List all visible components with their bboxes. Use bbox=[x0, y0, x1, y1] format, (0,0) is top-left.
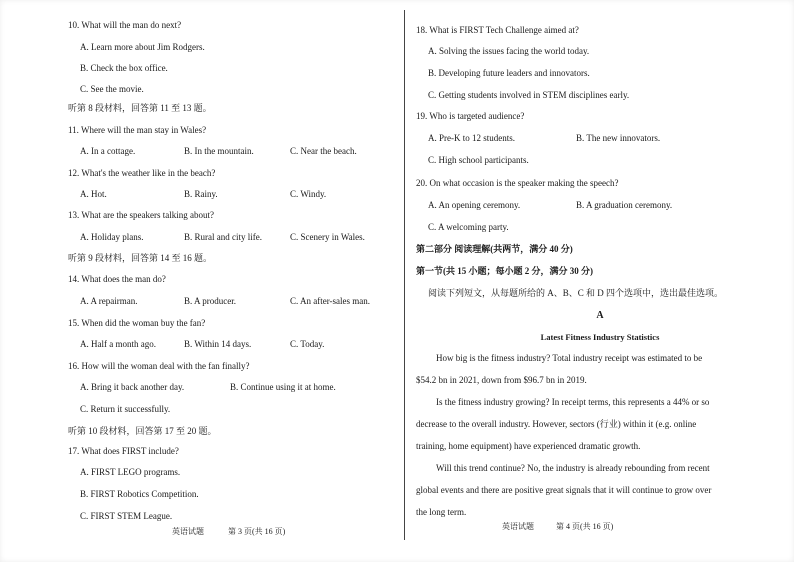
q10-option-c: C. See the movie. bbox=[80, 84, 144, 94]
q16-option-c: C. Return it successfully. bbox=[80, 404, 171, 414]
part-two-heading: 第二部分 阅读理解(共两节，满分 40 分) bbox=[416, 244, 573, 254]
instruction-9: 听第 9 段材料，回答第 14 至 16 题。 bbox=[68, 253, 213, 263]
q14-option-a: A. A repairman. bbox=[80, 296, 138, 306]
q18-question: 18. What is FIRST Tech Challenge aimed at? bbox=[416, 25, 579, 35]
q13-option-a: A. Holiday plans. bbox=[80, 232, 144, 242]
q10-option-a: A. Learn more about Jim Rodgers. bbox=[80, 42, 205, 52]
q16-question: 16. How will the woman deal with the fan finally? bbox=[68, 361, 250, 371]
q19-option-c: C. High school participants. bbox=[428, 155, 529, 165]
right-page bbox=[406, 0, 794, 562]
q11-option-c: C. Near the beach. bbox=[290, 146, 357, 156]
q16-option-b: B. Continue using it at home. bbox=[230, 382, 336, 392]
right-footer-page: 第 4 页(共 16 页) bbox=[556, 522, 614, 531]
q19-option-a: A. Pre-K to 12 students. bbox=[428, 133, 515, 143]
left-footer-page: 第 3 页(共 16 页) bbox=[228, 527, 286, 536]
reading-instruction: 阅读下列短文，从每题所给的 A、B、C 和 D 四个选项中，选出最佳选项。 bbox=[428, 288, 724, 298]
q18-option-b: B. Developing future leaders and innovators. bbox=[428, 68, 590, 78]
q18-option-c: C. Getting students involved in STEM disciplines early. bbox=[428, 90, 630, 100]
q20-option-a: A. An opening ceremony. bbox=[428, 200, 521, 210]
q19-option-b: B. The new innovators. bbox=[576, 133, 661, 143]
p1-line1: How big is the fitness industry? Total industry receipt was estimated to be bbox=[436, 353, 703, 363]
q15-question: 15. When did the woman buy the fan? bbox=[68, 318, 206, 328]
q12-option-a: A. Hot. bbox=[80, 189, 107, 199]
q11-option-a: A. In a cottage. bbox=[80, 146, 136, 156]
q14-option-c: C. An after-sales man. bbox=[290, 296, 371, 306]
q13-option-b: B. Rural and city life. bbox=[184, 232, 262, 242]
q20-option-b: B. A graduation ceremony. bbox=[576, 200, 673, 210]
q17-option-c: C. FIRST STEM League. bbox=[80, 511, 173, 521]
section-one-heading: 第一节(共 15 小题；每小题 2 分，满分 30 分) bbox=[416, 266, 593, 276]
q10-option-b: B. Check the box office. bbox=[80, 63, 168, 73]
p3-line2: global events and there are positive great signals that it will continue to grow over bbox=[416, 485, 712, 495]
right-footer-subject: 英语试题 bbox=[502, 522, 534, 531]
q14-option-b: B. A producer. bbox=[184, 296, 236, 306]
q19-question: 19. Who is targeted audience? bbox=[416, 111, 525, 121]
p2-line3: training, home equipment) have experienced dramatic growth. bbox=[416, 441, 641, 451]
q17-option-b: B. FIRST Robotics Competition. bbox=[80, 489, 199, 499]
q12-option-c: C. Windy. bbox=[290, 189, 327, 199]
q15-option-b: B. Within 14 days. bbox=[184, 339, 252, 349]
q16-option-a: A. Bring it back another day. bbox=[80, 382, 185, 392]
q18-option-a: A. Solving the issues facing the world today. bbox=[428, 46, 590, 56]
q20-question: 20. On what occasion is the speaker making the speech? bbox=[416, 178, 619, 188]
left-footer-subject: 英语试题 bbox=[172, 527, 204, 536]
p2-line1: Is the fitness industry growing? In receipt terms, this represents a 44% or so bbox=[436, 397, 710, 407]
p2-line2: decrease to the overall industry. However, sectors (行业) within it (e.g. online bbox=[416, 419, 697, 429]
p1-line2: $54.2 bn in 2021, down from $96.7 bn in 2019. bbox=[416, 375, 587, 385]
p3-line3: the long term. bbox=[416, 507, 467, 517]
q13-option-c: C. Scenery in Wales. bbox=[290, 232, 365, 242]
passage-letter: A bbox=[596, 310, 604, 321]
q13-question: 13. What are the speakers talking about? bbox=[68, 210, 215, 220]
q17-question: 17. What does FIRST include? bbox=[68, 446, 179, 456]
q15-option-a: A. Half a month ago. bbox=[80, 339, 156, 349]
q10-question: 10. What will the man do next? bbox=[68, 20, 182, 30]
q14-question: 14. What does the man do? bbox=[68, 274, 166, 284]
q12-option-b: B. Rainy. bbox=[184, 189, 218, 199]
q20-option-c: C. A welcoming party. bbox=[428, 222, 509, 232]
instruction-8: 听第 8 段材料，回答第 11 至 13 题。 bbox=[68, 103, 212, 113]
q11-question: 11. Where will the man stay in Wales? bbox=[68, 125, 207, 135]
q12-question: 12. What's the weather like in the beach? bbox=[68, 168, 216, 178]
page-divider bbox=[404, 10, 405, 540]
passage-title: Latest Fitness Industry Statistics bbox=[540, 332, 660, 342]
q15-option-c: C. Today. bbox=[290, 339, 325, 349]
q11-option-b: B. In the mountain. bbox=[184, 146, 254, 156]
instruction-10: 听第 10 段材料，回答第 17 至 20 题。 bbox=[68, 426, 217, 436]
p3-line1: Will this trend continue? No, the industry is already rebounding from recent bbox=[436, 463, 710, 473]
q17-option-a: A. FIRST LEGO programs. bbox=[80, 467, 181, 477]
